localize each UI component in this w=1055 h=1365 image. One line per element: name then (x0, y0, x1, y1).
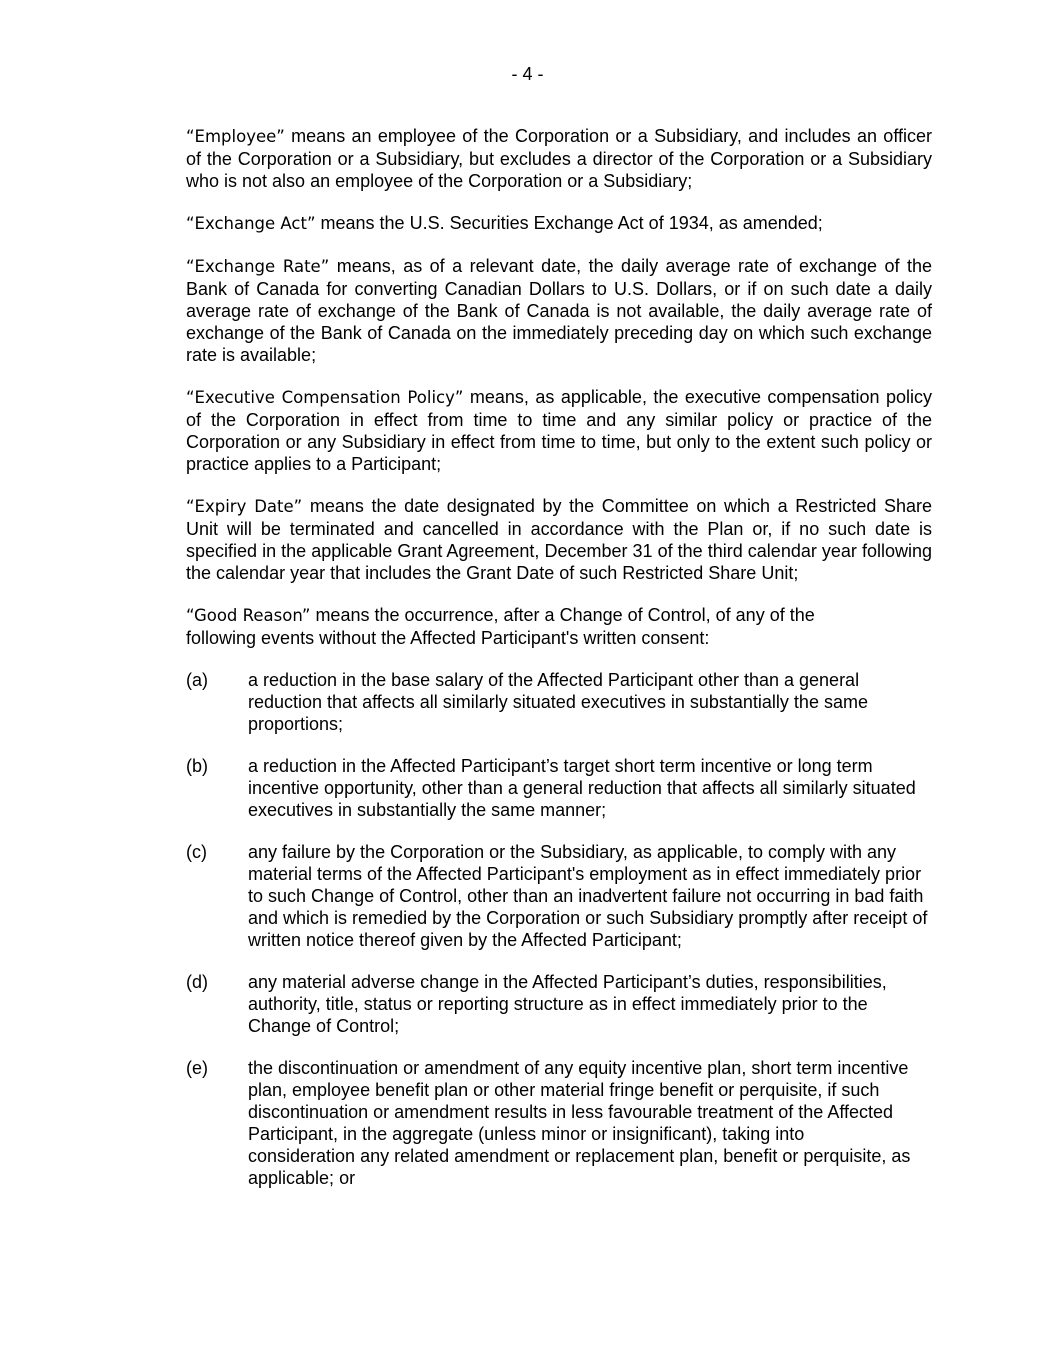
list-item-label: (d) (186, 972, 208, 992)
definition-expiry-date (186, 495, 932, 584)
list-item (186, 841, 932, 951)
document-body (186, 125, 932, 1209)
list-item (186, 669, 932, 735)
list-item-label: (e) (186, 1058, 208, 1078)
list-item (186, 755, 932, 821)
list-item (186, 971, 932, 1037)
definition-executive-compensation-policy (186, 386, 932, 475)
definition-text: means, as of a relevant date, the daily average rate of exchange of the Bank of Canada for converting Canadian Dollars to U.S. Dollars, or if on such date a daily average rate of exchange of the Bank of Canada is not available, the daily average rate of exchange of the Bank of Canada on the immediately preceding day on which such exchange rate is available; (186, 256, 932, 365)
list-item-label: (a) (186, 670, 208, 690)
list-item-label: (c) (186, 842, 207, 862)
defined-term: “Exchange Act” (186, 214, 316, 233)
page-number: - 4 - (511, 64, 544, 84)
definition-text: means the occurrence, after a Change of Control, of any of the following events without the Affected Participant's written consent: (186, 605, 815, 648)
definition-text: means, as applicable, the executive compensation policy of the Corporation in effect from time to time and any similar policy or practice of the Corporation or any Subsidiary in effect from time to time, but only to the extent such policy or practice applies to a Participant; (186, 387, 933, 474)
definition-good-reason (186, 604, 866, 649)
list-item (186, 1057, 932, 1189)
list-item-text: a reduction in the Affected Participant’s target short term incentive or long term incentive opportunity, other than a general reduction that affects all similarly situated executives in substantially the same manner; (248, 756, 916, 820)
defined-term: “Executive Compensation Policy” (186, 388, 464, 407)
definition-text: means an employee of the Corporation or a Subsidiary, and includes an officer of the Corporation or a Subsidiary, but excludes a director of the Corporation or a Subsidiary who is not also an employee of the Corporation or a Subsidiary; (186, 126, 932, 191)
defined-term: “Good Reason” (186, 606, 311, 625)
definition-text: means the U.S. Securities Exchange Act of 1934, as amended; (315, 213, 823, 233)
defined-term: “Expiry Date” (186, 497, 303, 516)
defined-term: “Employee” (186, 127, 285, 146)
list-item-text: a reduction in the base salary of the Affected Participant other than a general reduction that affects all similarly situated executives in substantially the same proportions; (248, 670, 868, 734)
list-item-text: any material adverse change in the Affected Participant’s duties, responsibilities, authority, title, status or reporting structure as in effect immediately prior to the Change of Control; (248, 972, 887, 1036)
list-item-text: any failure by the Corporation or the Subsidiary, as applicable, to comply with any material terms of the Affected Participant's employment as in effect immediately prior to such Change of Control, other than an inadvertent failure not occurring in bad faith and which is remedied by the Corporation or such Subsidiary promptly after receipt of written notice thereof given by the Affected Participant; (248, 842, 928, 950)
defined-term: “Exchange Rate” (186, 257, 330, 276)
list-item-label: (b) (186, 756, 208, 776)
list-item-text: the discontinuation or amendment of any equity incentive plan, short term incentive plan, employee benefit plan or other material fringe benefit or perquisite, if such discontinuation or amendment results in less favourable treatment of the Affected Participant, in the aggregate (unless minor or insignificant), taking into consideration any related amendment or replacement plan, benefit or perquisite, as applicable; or (248, 1058, 911, 1188)
definition-exchange-act (186, 212, 932, 235)
definition-exchange-rate (186, 255, 932, 366)
definition-employee (186, 125, 932, 192)
definition-text: means the date designated by the Committee on which a Restricted Share Unit will be terminated and cancelled in accordance with the Plan or, if no such date is specified in the applicable Grant Agreement, December 31 of the third calendar year following the calendar year that includes the Grant Date of such Restricted Share Unit; (186, 496, 932, 583)
